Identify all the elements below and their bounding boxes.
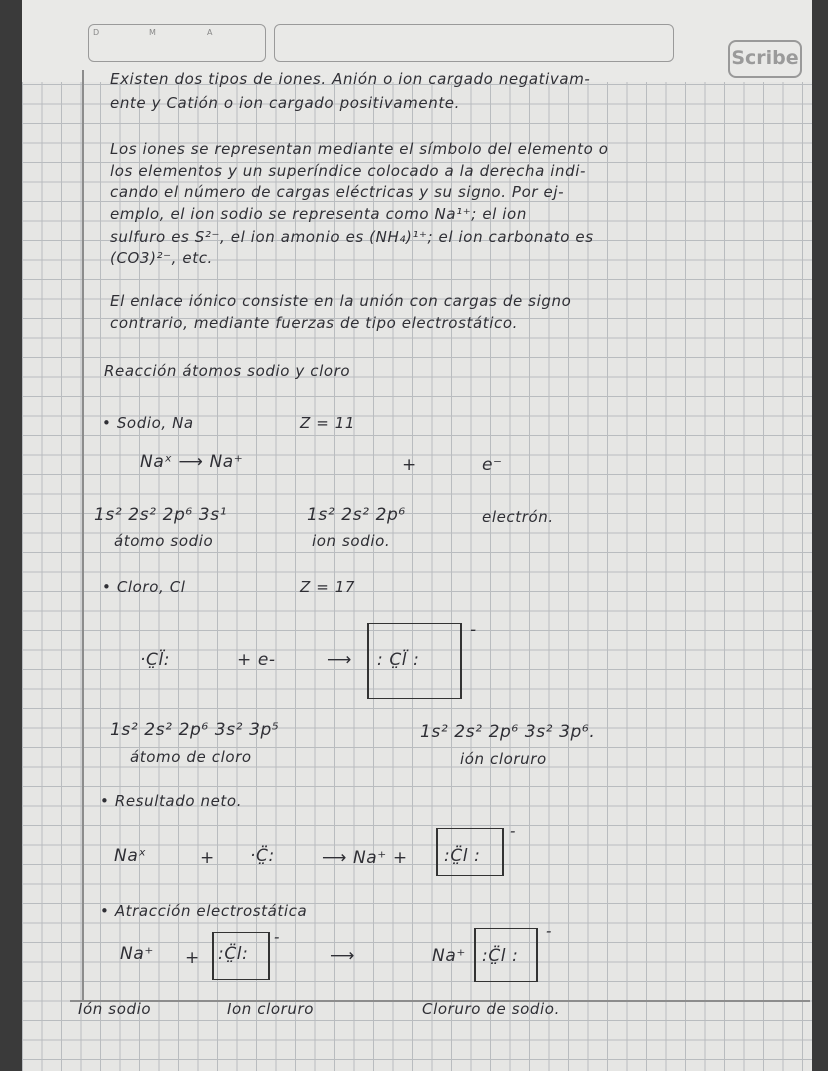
text-line: contrario, mediante fuerzas de tipo electrostático. xyxy=(110,314,519,332)
net-charge: - xyxy=(510,822,517,840)
text-line: cando el número de cargas eléctricas y su signo. Por ej- xyxy=(110,183,565,201)
chlorine-config-atom: 1s² 2s² 2p⁶ 3s² 3p⁵ xyxy=(110,720,280,740)
sodium-atom-label: átomo sodio xyxy=(114,532,214,550)
title-box xyxy=(274,24,674,62)
date-day-label: D xyxy=(93,28,100,37)
attraction-plus: + xyxy=(185,948,200,968)
product-charge: - xyxy=(546,922,553,940)
scribe-logo: Scribe xyxy=(728,40,802,78)
sodium-electron: e⁻ xyxy=(482,455,503,475)
sodium-ion-label: ion sodio. xyxy=(312,532,391,550)
sodium-equation: Naˣ ⟶ Na⁺ xyxy=(140,452,244,472)
text-line: los elementos y un superíndice colocado a la derecha indi- xyxy=(110,162,587,180)
label-chloride-ion: Ion cloruro xyxy=(227,1000,315,1018)
chloride-charge: - xyxy=(470,620,477,640)
product-cl: :C̤̈l : xyxy=(482,946,519,966)
label-sodium-ion: Ión sodio xyxy=(78,1000,152,1018)
text-line: sulfuro es S²⁻, el ion amonio es (NH₄)¹⁺; el ion carbonato es xyxy=(110,228,594,246)
date-month-label: M xyxy=(149,28,156,37)
net-result-heading: • Resultado neto. xyxy=(100,792,243,810)
text-line: Los iones se representan mediante el símbolo del elemento o xyxy=(110,140,609,158)
chlorine-atom-label: átomo de cloro xyxy=(130,748,252,766)
chlorine-heading: • Cloro, Cl xyxy=(102,578,186,596)
electron-label: electrón. xyxy=(482,508,554,526)
chlorine-arrow: ⟶ xyxy=(327,650,352,670)
text-line: ente y Catión o ion cargado positivamente. xyxy=(110,94,460,112)
attraction-arrow: ⟶ xyxy=(330,946,355,966)
sodium-config-atom: 1s² 2s² 2p⁶ 3s¹ xyxy=(94,505,228,525)
date-year-label: A xyxy=(207,28,213,37)
attraction-na: Na⁺ xyxy=(120,944,154,964)
date-box xyxy=(88,24,266,62)
net-plus: + xyxy=(200,848,215,868)
net-na: Naˣ xyxy=(114,846,147,866)
attraction-heading: • Atracción electrostática xyxy=(100,902,308,920)
chlorine-plus-electron: + e- xyxy=(237,650,276,670)
label-sodium-chloride: Cloruro de sodio. xyxy=(422,1000,560,1018)
margin-line xyxy=(82,70,84,1000)
net-arrow: ⟶ Na⁺ + xyxy=(322,848,408,868)
chloride-lewis: : C̤l̈ : xyxy=(377,650,420,670)
chlorine-z: Z = 17 xyxy=(300,578,356,596)
attraction-cl-ion: :C̤̈l: xyxy=(218,944,249,964)
sodium-z: Z = 11 xyxy=(300,414,356,432)
text-line: (CO3)²⁻, etc. xyxy=(110,249,213,267)
attraction-charge: - xyxy=(274,928,281,946)
sodium-heading: • Sodio, Na xyxy=(102,414,194,432)
text-line: Existen dos tipos de iones. Anión o ion cargado negativam- xyxy=(110,70,591,88)
notebook-page xyxy=(22,0,812,1071)
chlorine-ion-label: ión cloruro xyxy=(460,750,547,768)
product-na: Na⁺ xyxy=(432,946,466,966)
sodium-plus: + xyxy=(402,455,417,475)
sodium-config-ion: 1s² 2s² 2p⁶ xyxy=(307,505,406,525)
text-line: emplo, el ion sodio se representa como Na¹⁺; el ion xyxy=(110,205,527,223)
section-title: Reacción átomos sodio y cloro xyxy=(104,362,351,380)
net-cl: ·C̤̈: xyxy=(250,846,275,866)
net-ion: :C̤̈l : xyxy=(444,846,481,866)
text-line: El enlace iónico consiste en la unión con cargas de signo xyxy=(110,292,572,310)
chlorine-config-ion: 1s² 2s² 2p⁶ 3s² 3p⁶. xyxy=(420,722,596,742)
chlorine-lewis: ·C̤l̈: xyxy=(140,650,171,670)
